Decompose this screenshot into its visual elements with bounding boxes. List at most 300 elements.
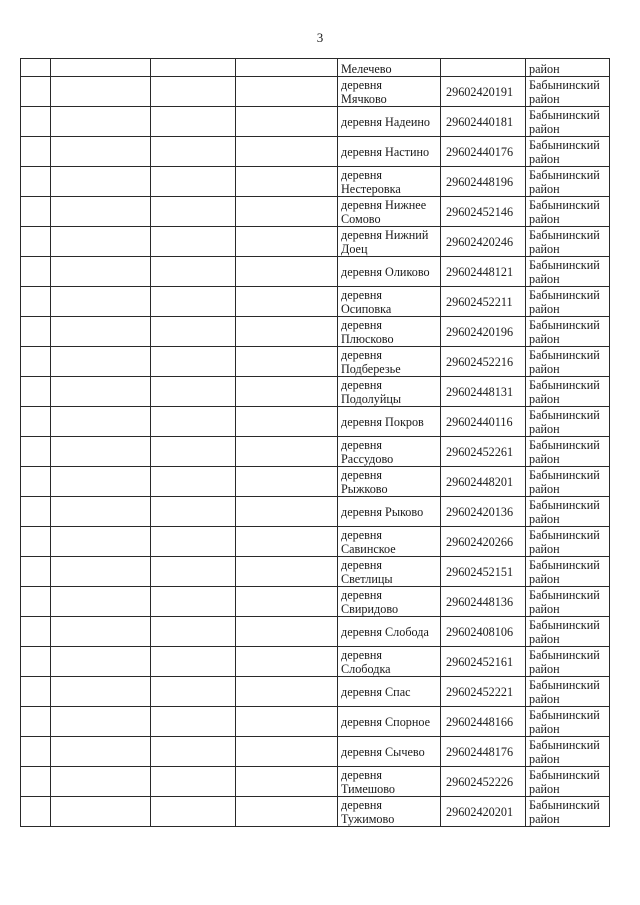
oktmo-code-cell: 29602420191 [441, 77, 526, 107]
empty-cell [151, 467, 236, 497]
place-name-cell-line: деревня Настино [341, 144, 430, 159]
place-name-cell-line: деревня [341, 317, 382, 332]
place-name-cell-line: Рыжково [341, 481, 388, 496]
oktmo-code-cell: 29602420201 [441, 797, 526, 827]
district-cell-line: Бабынинский [529, 437, 600, 452]
empty-cell [151, 707, 236, 737]
empty-cell [21, 557, 51, 587]
oktmo-code-cell: 29602448136 [441, 587, 526, 617]
place-name-cell-line: деревня Нижнее [341, 197, 427, 212]
empty-cell [51, 77, 151, 107]
empty-cell [21, 317, 51, 347]
oktmo-code-cell: 29602440176 [441, 137, 526, 167]
district-cell-line: Бабынинский [529, 287, 600, 302]
district-cell-line: Бабынинский [529, 467, 600, 482]
table-row [21, 467, 610, 497]
table-row [21, 677, 610, 707]
district-cell-line: район [529, 361, 560, 376]
place-name-cell-line: деревня [341, 77, 382, 92]
empty-cell [21, 707, 51, 737]
table-row [21, 407, 610, 437]
empty-cell [151, 107, 236, 137]
place-name-cell-line: деревня Сычево [341, 744, 425, 759]
empty-cell [151, 59, 236, 77]
place-name-cell-line: Осиповка [341, 301, 392, 316]
place-name-cell-line: Тимешово [341, 781, 396, 796]
district-cell-line: район [529, 691, 560, 706]
district-cell-line: район [529, 631, 560, 646]
empty-cell [51, 707, 151, 737]
empty-cell [236, 497, 338, 527]
district-cell-line: Бабынинский [529, 737, 600, 752]
district-cell [526, 767, 610, 797]
district-cell [526, 197, 610, 227]
place-name-cell-line: деревня [341, 437, 382, 452]
place-name-cell [338, 677, 441, 707]
empty-cell [21, 677, 51, 707]
table-row [21, 347, 610, 377]
empty-cell [151, 317, 236, 347]
district-cell-line: Бабынинский [529, 377, 600, 392]
district-cell-line: район [529, 751, 560, 766]
empty-cell [51, 317, 151, 347]
district-cell-line: район [529, 721, 560, 736]
oktmo-code-cell: 29602440181 [441, 107, 526, 137]
oktmo-code-cell: 29602452211 [441, 287, 526, 317]
district-cell-line: Бабынинский [529, 647, 600, 662]
place-name-cell-line: деревня [341, 467, 382, 482]
district-cell [526, 557, 610, 587]
district-cell [526, 497, 610, 527]
district-cell [526, 677, 610, 707]
place-name-cell-line: Подолуйцы [341, 391, 402, 406]
oktmo-code-cell: 29602420246 [441, 227, 526, 257]
empty-cell [51, 197, 151, 227]
empty-cell [51, 647, 151, 677]
oktmo-code-cell: 29602408106 [441, 617, 526, 647]
empty-cell [151, 257, 236, 287]
empty-cell [151, 797, 236, 827]
empty-cell [51, 107, 151, 137]
district-cell-line: район [529, 451, 560, 466]
district-cell-line: Бабынинский [529, 257, 600, 272]
empty-cell [21, 137, 51, 167]
district-cell [526, 527, 610, 557]
empty-cell [236, 767, 338, 797]
district-cell-line: Бабынинский [529, 767, 600, 782]
district-cell-line: Бабынинский [529, 167, 600, 182]
oktmo-code-cell: 29602448121 [441, 257, 526, 287]
empty-cell [151, 167, 236, 197]
place-name-cell [338, 197, 441, 227]
empty-cell [236, 107, 338, 137]
empty-cell [51, 407, 151, 437]
empty-cell [21, 59, 51, 77]
oktmo-code-cell [441, 59, 526, 77]
empty-cell [236, 677, 338, 707]
empty-cell [51, 767, 151, 797]
empty-cell [236, 59, 338, 77]
oktmo-code-cell: 29602420266 [441, 527, 526, 557]
oktmo-code-cell: 29602448196 [441, 167, 526, 197]
empty-cell [151, 557, 236, 587]
empty-cell [51, 467, 151, 497]
empty-cell [151, 767, 236, 797]
empty-cell [51, 677, 151, 707]
table-row [21, 59, 610, 77]
district-cell [526, 647, 610, 677]
table-row [21, 257, 610, 287]
empty-cell [151, 647, 236, 677]
place-name-cell [338, 497, 441, 527]
district-cell-line: Бабынинский [529, 497, 600, 512]
district-cell-line: Бабынинский [529, 317, 600, 332]
empty-cell [236, 707, 338, 737]
district-cell [526, 137, 610, 167]
place-name-cell [338, 707, 441, 737]
district-cell [526, 737, 610, 767]
empty-cell [21, 797, 51, 827]
district-cell-line: район [529, 91, 560, 106]
page-number: 3 [316, 30, 324, 45]
place-name-cell [338, 527, 441, 557]
district-cell [526, 287, 610, 317]
empty-cell [21, 257, 51, 287]
place-name-cell-line: Тужимово [341, 811, 395, 826]
empty-cell [21, 647, 51, 677]
district-cell-line: Бабынинский [529, 407, 600, 422]
district-cell-line: район [529, 421, 560, 436]
district-cell-line: район [529, 211, 560, 226]
oktmo-code-cell: 29602448131 [441, 377, 526, 407]
place-name-cell-line: Светлицы [341, 571, 393, 586]
table-row [21, 377, 610, 407]
district-cell-line: район [529, 181, 560, 196]
place-name-cell [338, 257, 441, 287]
settlement-registry-table [20, 58, 610, 827]
empty-cell [21, 167, 51, 197]
place-name-cell-line: Слободка [341, 661, 391, 676]
table-row [21, 707, 610, 737]
table-row [21, 527, 610, 557]
empty-cell [21, 737, 51, 767]
empty-cell [21, 527, 51, 557]
table-row [21, 77, 610, 107]
empty-cell [151, 587, 236, 617]
table-row [21, 197, 610, 227]
empty-cell [21, 197, 51, 227]
table-row [21, 587, 610, 617]
empty-cell [51, 59, 151, 77]
place-name-cell-line: деревня [341, 797, 382, 812]
place-name-cell-line: деревня Покров [341, 414, 424, 429]
place-name-cell-line: деревня [341, 287, 382, 302]
empty-cell [151, 617, 236, 647]
oktmo-code-cell: 29602420196 [441, 317, 526, 347]
empty-cell [151, 77, 236, 107]
empty-cell [151, 677, 236, 707]
place-name-cell-line: деревня [341, 767, 382, 782]
district-cell-line: Бабынинский [529, 527, 600, 542]
place-name-cell-line: Мячково [341, 91, 387, 106]
empty-cell [21, 497, 51, 527]
table-row [21, 497, 610, 527]
empty-cell [151, 527, 236, 557]
oktmo-code-cell: 29602452216 [441, 347, 526, 377]
table-row [21, 107, 610, 137]
district-cell [526, 347, 610, 377]
empty-cell [236, 407, 338, 437]
place-name-cell [338, 347, 441, 377]
place-name-cell-line: Подберезье [341, 361, 401, 376]
empty-cell [21, 377, 51, 407]
empty-cell [236, 77, 338, 107]
district-cell-line: район [529, 511, 560, 526]
district-cell [526, 797, 610, 827]
place-name-cell [338, 77, 441, 107]
place-name-cell-line: деревня Нижний [341, 227, 429, 242]
empty-cell [51, 377, 151, 407]
oktmo-code-cell: 29602452221 [441, 677, 526, 707]
place-name-cell [338, 557, 441, 587]
place-name-cell-line: деревня [341, 557, 382, 572]
district-cell [526, 167, 610, 197]
place-name-cell [338, 617, 441, 647]
place-name-cell [338, 737, 441, 767]
place-name-cell-line: деревня Спорное [341, 714, 431, 729]
district-cell-line: Бабынинский [529, 617, 600, 632]
empty-cell [21, 227, 51, 257]
district-cell-line: Бабынинский [529, 557, 600, 572]
empty-cell [151, 497, 236, 527]
place-name-cell: Мелечево [338, 59, 441, 77]
district-cell-line: район [529, 601, 560, 616]
oktmo-code-cell: 29602448201 [441, 467, 526, 497]
district-cell-line: район [529, 571, 560, 586]
table-row [21, 227, 610, 257]
table-row [21, 617, 610, 647]
place-name-cell [338, 317, 441, 347]
district-cell-line: район [529, 121, 560, 136]
empty-cell [51, 617, 151, 647]
place-name-cell-line: Нестеровка [341, 181, 401, 196]
empty-cell [236, 737, 338, 767]
place-name-cell [338, 437, 441, 467]
oktmo-code-cell: 29602452226 [441, 767, 526, 797]
empty-cell [21, 587, 51, 617]
empty-cell [151, 137, 236, 167]
place-name-cell-line: деревня [341, 587, 382, 602]
place-name-cell-line: деревня Надеино [341, 114, 431, 129]
district-cell [526, 407, 610, 437]
empty-cell [236, 587, 338, 617]
district-cell [526, 617, 610, 647]
oktmo-code-cell: 29602452146 [441, 197, 526, 227]
empty-cell [236, 287, 338, 317]
table-row [21, 557, 610, 587]
empty-cell [51, 257, 151, 287]
place-name-cell [338, 587, 441, 617]
oktmo-code-cell: 29602452261 [441, 437, 526, 467]
district-cell-line: Бабынинский [529, 227, 600, 242]
district-cell-line: Бабынинский [529, 77, 600, 92]
empty-cell [236, 467, 338, 497]
empty-cell [51, 557, 151, 587]
place-name-cell-line: деревня [341, 377, 382, 392]
table-row [21, 647, 610, 677]
place-name-cell-line: деревня [341, 647, 382, 662]
empty-cell [21, 347, 51, 377]
empty-cell [51, 137, 151, 167]
empty-cell [236, 167, 338, 197]
place-name-cell-line: деревня [341, 167, 382, 182]
district-cell-line: район [529, 661, 560, 676]
district-cell-line: район [529, 151, 560, 166]
district-cell [526, 107, 610, 137]
place-name-cell [338, 647, 441, 677]
empty-cell [236, 557, 338, 587]
place-name-cell [338, 377, 441, 407]
oktmo-code-cell: 29602448166 [441, 707, 526, 737]
table-row [21, 737, 610, 767]
district-cell-line: район [529, 541, 560, 556]
place-name-cell-line: Сомово [341, 211, 381, 226]
empty-cell [51, 497, 151, 527]
table-row [21, 317, 610, 347]
place-name-cell [338, 767, 441, 797]
place-name-cell [338, 227, 441, 257]
empty-cell [151, 737, 236, 767]
district-cell [526, 707, 610, 737]
empty-cell [236, 617, 338, 647]
place-name-cell-line: деревня Рыково [341, 504, 424, 519]
empty-cell [51, 227, 151, 257]
place-name-cell-line: деревня Слобода [341, 624, 429, 639]
table-row [21, 287, 610, 317]
district-cell [526, 587, 610, 617]
district-cell-line: Бабынинский [529, 197, 600, 212]
empty-cell [236, 257, 338, 287]
empty-cell [151, 377, 236, 407]
place-name-cell-line: деревня [341, 527, 382, 542]
district-cell-line: район [529, 481, 560, 496]
empty-cell [236, 377, 338, 407]
empty-cell [51, 287, 151, 317]
empty-cell [51, 527, 151, 557]
empty-cell [151, 347, 236, 377]
place-name-cell [338, 467, 441, 497]
place-name-cell-line: Рассудово [341, 451, 394, 466]
place-name-cell-line: Плюсково [341, 331, 394, 346]
place-name-cell [338, 407, 441, 437]
empty-cell [236, 197, 338, 227]
empty-cell [21, 437, 51, 467]
place-name-cell-line: Доец [341, 241, 368, 256]
table-body [21, 59, 610, 827]
place-name-cell-line: деревня Оликово [341, 264, 430, 279]
district-cell-line: Бабынинский [529, 707, 600, 722]
empty-cell [236, 437, 338, 467]
empty-cell [21, 617, 51, 647]
empty-cell [151, 437, 236, 467]
place-name-cell-line: деревня [341, 347, 382, 362]
district-cell-line: район [529, 391, 560, 406]
table-row [21, 137, 610, 167]
empty-cell [51, 437, 151, 467]
empty-cell [236, 227, 338, 257]
district-cell [526, 317, 610, 347]
district-cell [526, 257, 610, 287]
empty-cell [151, 407, 236, 437]
place-name-cell [338, 107, 441, 137]
oktmo-code-cell: 29602448176 [441, 737, 526, 767]
empty-cell [236, 317, 338, 347]
district-cell [526, 227, 610, 257]
empty-cell [51, 737, 151, 767]
district-cell-line: район [529, 331, 560, 346]
district-cell-line: Бабынинский [529, 677, 600, 692]
district-cell-line: Бабынинский [529, 797, 600, 812]
place-name-cell-line: деревня Спас [341, 684, 411, 699]
empty-cell [51, 797, 151, 827]
oktmo-code-cell: 29602420136 [441, 497, 526, 527]
empty-cell [21, 77, 51, 107]
empty-cell [21, 767, 51, 797]
district-cell-line: Бабынинский [529, 347, 600, 362]
district-cell-line: район [529, 271, 560, 286]
empty-cell [236, 347, 338, 377]
place-name-cell [338, 287, 441, 317]
table-row [21, 767, 610, 797]
empty-cell [151, 197, 236, 227]
oktmo-code-cell: 29602452161 [441, 647, 526, 677]
place-name-cell-line: Савинское [341, 541, 396, 556]
empty-cell [21, 467, 51, 497]
district-cell-line: Бабынинский [529, 137, 600, 152]
oktmo-code-cell: 29602440116 [441, 407, 526, 437]
district-cell [526, 437, 610, 467]
empty-cell [236, 647, 338, 677]
district-cell [526, 467, 610, 497]
place-name-cell [338, 797, 441, 827]
place-name-cell [338, 167, 441, 197]
empty-cell [236, 527, 338, 557]
empty-cell [236, 797, 338, 827]
place-name-cell-line: Свиридово [341, 601, 399, 616]
empty-cell [51, 587, 151, 617]
district-cell-line: район [529, 241, 560, 256]
empty-cell [51, 167, 151, 197]
district-cell-line: район [529, 811, 560, 826]
empty-cell [51, 347, 151, 377]
empty-cell [21, 107, 51, 137]
district-cell [526, 77, 610, 107]
empty-cell [151, 227, 236, 257]
table-row [21, 167, 610, 197]
district-cell-line: Бабынинский [529, 107, 600, 122]
empty-cell [21, 407, 51, 437]
empty-cell [236, 137, 338, 167]
district-cell [526, 377, 610, 407]
district-cell-line: район [529, 781, 560, 796]
empty-cell [151, 287, 236, 317]
table-row [21, 797, 610, 827]
table-row [21, 437, 610, 467]
place-name-cell [338, 137, 441, 167]
oktmo-code-cell: 29602452151 [441, 557, 526, 587]
district-cell-line: район [529, 301, 560, 316]
district-cell-line: Бабынинский [529, 587, 600, 602]
